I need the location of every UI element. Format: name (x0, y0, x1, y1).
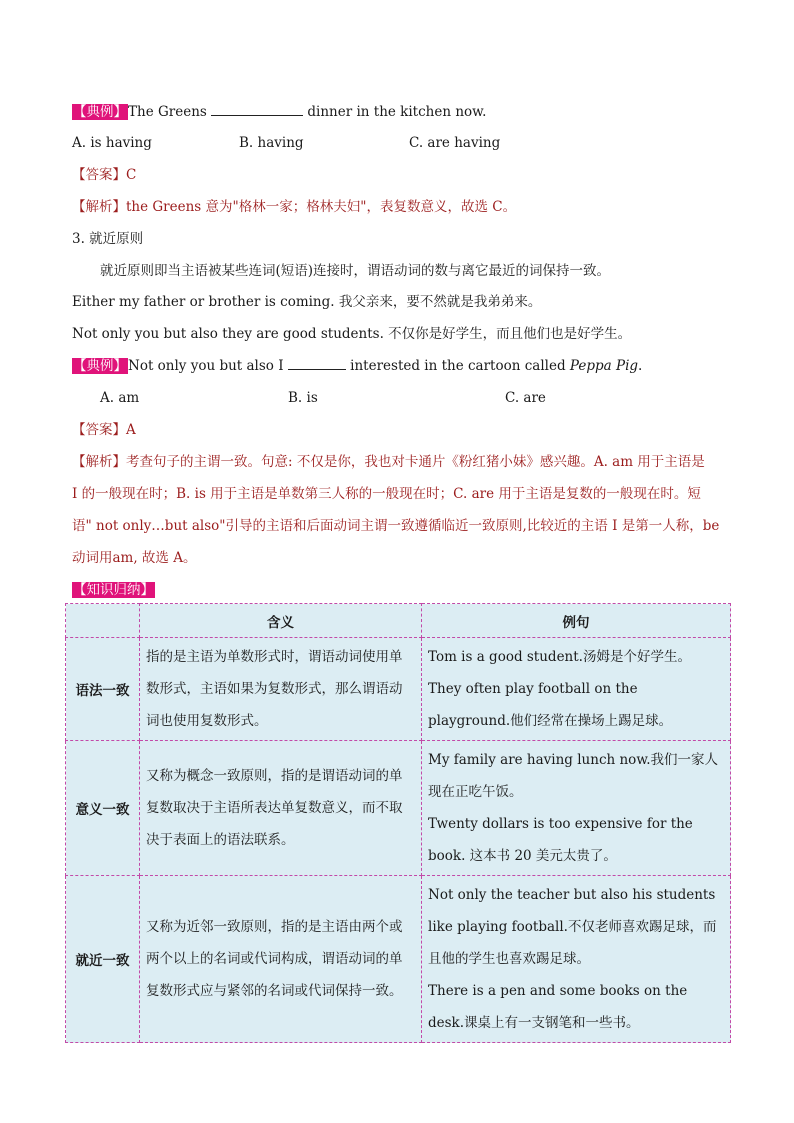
option-c: C. are (505, 390, 546, 406)
answer-blank (211, 103, 303, 116)
example-sentence: There is a pen and some books on the desk.课桌上有一支钢笔和一些书。 (428, 983, 688, 1031)
example-2-options (100, 389, 700, 407)
knowledge-tag: 【知识归纳】 (73, 582, 154, 598)
example-2-analysis-line-1 (72, 453, 705, 471)
example-1-answer (72, 166, 136, 184)
example-2-analysis-line-4: 动词用am, 故选 A。 (72, 550, 197, 566)
example-tag: 【典例】 (73, 358, 127, 374)
answer-value: A (126, 422, 136, 438)
row-examples (422, 741, 731, 876)
option-a: A. am (100, 390, 140, 406)
example-sentence: Not only the teacher but also his students like playing football.不仅老师喜欢踢足球，而且他的学生也喜欢踢足球。 (428, 887, 717, 967)
example-2-analysis-line-2: I 的一般现在时；B. is 用于主语是单数第三人称的一般现在时；C. are 用于主语是复数的一般现在时。短 (72, 486, 701, 502)
table-row (66, 741, 731, 876)
header-example: 例句 (422, 604, 731, 638)
analysis-text: 考查句子的主谓一致。句意: 不仅是你，我也对卡通片《粉红猪小妹》感兴趣。A. am 用于主语是 (126, 454, 705, 470)
knowledge-summary-heading (72, 581, 155, 599)
example-2-answer (72, 421, 136, 439)
table-row (66, 638, 731, 741)
row-meaning: 又称为概念一致原则，指的是谓语动词的单复数取决于主语所表达单复数意义，而不取决于表面上的语法联系。 (140, 741, 422, 876)
row-label: 就近一致 (66, 876, 140, 1043)
row-meaning: 又称为近邻一致原则，指的是主语由两个或两个以上的名词或代词构成，谓语动词的单复数形式应与紧邻的名词或代词保持一致。 (140, 876, 422, 1043)
example-1-question (72, 103, 486, 121)
answer-blank (288, 357, 346, 370)
question-text-post: interested in the cartoon called (345, 358, 570, 374)
example-sentence: Tom is a good student.汤姆是个好学生。 (428, 649, 691, 665)
knowledge-table (65, 603, 731, 1043)
answer-label: 【答案】 (72, 422, 126, 438)
option-b: B. having (239, 135, 304, 151)
question-text-post: dinner in the kitchen now. (303, 104, 487, 120)
rule-description: 就近原则即当主语被某些连词(短语)连接时，谓语动词的数与离它最近的词保持一致。 (100, 263, 611, 279)
cartoon-title: Peppa Pig (569, 358, 639, 374)
example-sentence: My family are having lunch now.我们一家人现在正吃午饭。 (428, 752, 719, 800)
question-end: . (638, 358, 643, 374)
example-tag: 【典例】 (73, 104, 127, 120)
section-heading: 3. 就近原则 (72, 231, 144, 247)
example-1-analysis (72, 198, 516, 216)
row-label: 意义一致 (66, 741, 140, 876)
row-examples (422, 876, 731, 1043)
analysis-label: 【解析】 (72, 454, 126, 470)
example-sentence: They often play football on the playground.他们经常在操场上踢足球。 (428, 681, 673, 729)
example-1-options (72, 134, 672, 152)
question-text-pre: Not only you but also I (128, 358, 288, 374)
row-meaning: 指的是主语为单数形式时，谓语动词使用单数形式，主语如果为复数形式，那么谓语动词也使用复数形式。 (140, 638, 422, 741)
option-b: B. is (288, 390, 318, 406)
answer-label: 【答案】 (72, 167, 126, 183)
table-row (66, 876, 731, 1043)
option-a: A. is having (72, 135, 152, 151)
analysis-label: 【解析】 (72, 199, 126, 215)
row-examples (422, 638, 731, 741)
answer-value: C (126, 167, 137, 183)
header-empty (66, 604, 140, 638)
question-text-pre: The Greens (128, 104, 212, 120)
example-2-question (72, 357, 642, 375)
rule-example-2: Not only you but also they are good students. 不仅你是好学生，而且他们也是好学生。 (72, 326, 632, 342)
header-meaning: 含义 (140, 604, 422, 638)
example-2-analysis-line-3: 语" not only…but also"引导的主语和后面动词主谓一致遵循临近一致原则,比较近的主语 I 是第一人称，be (72, 518, 720, 534)
option-c: C. are having (409, 135, 501, 151)
table-header-row (66, 604, 731, 638)
example-sentence: Twenty dollars is too expensive for the book. 这本书 20 美元太贵了。 (428, 816, 693, 864)
rule-example-1: Either my father or brother is coming. 我父亲来，要不然就是我弟弟来。 (72, 294, 542, 310)
row-label: 语法一致 (66, 638, 140, 741)
analysis-text: the Greens 意为"格林一家；格林夫妇"，表复数意义，故选 C。 (126, 199, 517, 215)
